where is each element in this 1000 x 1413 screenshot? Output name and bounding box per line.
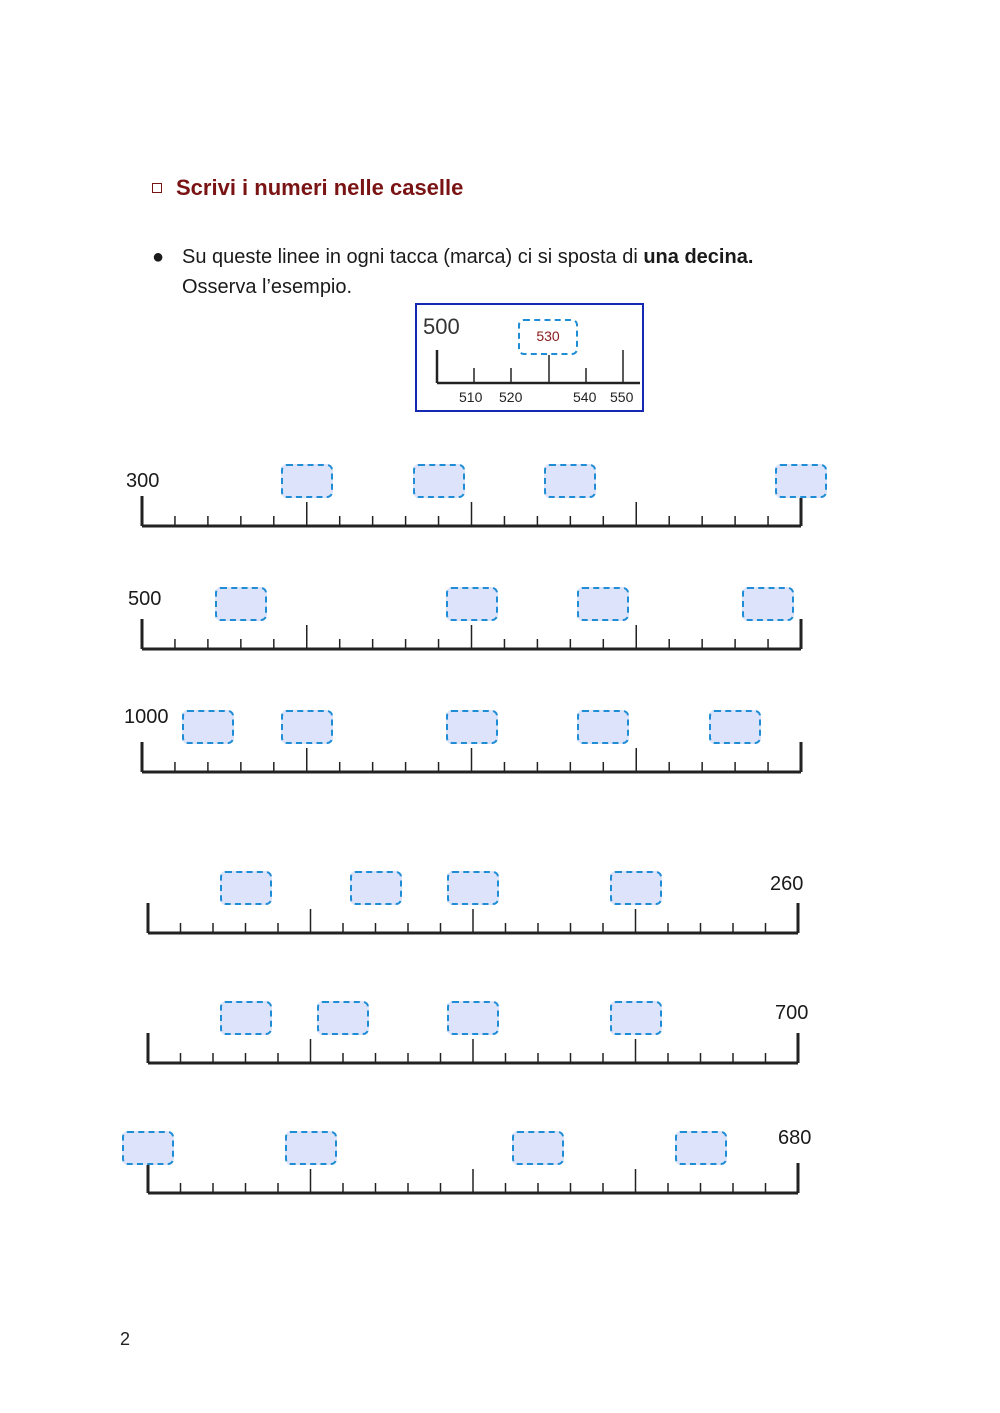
answer-box[interactable]	[775, 464, 827, 498]
answer-box[interactable]	[447, 871, 499, 905]
answer-box[interactable]	[446, 710, 498, 744]
number-line-label: 260	[770, 873, 804, 895]
instruction-line2: Osserva l’esempio.	[182, 276, 353, 298]
answer-box[interactable]	[446, 587, 498, 621]
answer-box[interactable]	[610, 1001, 662, 1035]
number-line-label: 300	[126, 470, 160, 492]
answer-box[interactable]	[281, 710, 333, 744]
answer-box[interactable]	[577, 587, 629, 621]
answer-box[interactable]	[447, 1001, 499, 1035]
answer-box[interactable]	[317, 1001, 369, 1035]
answer-box[interactable]	[675, 1131, 727, 1165]
example-tick-label: 510	[459, 389, 483, 405]
number-line-label: 1000	[124, 706, 169, 728]
answer-box[interactable]	[281, 464, 333, 498]
answer-box[interactable]	[544, 464, 596, 498]
answer-box[interactable]	[182, 710, 234, 744]
number-line-label: 500	[128, 588, 162, 610]
page-number: 2	[120, 1329, 131, 1349]
answer-box[interactable]	[215, 587, 267, 621]
answer-box[interactable]	[285, 1131, 337, 1165]
number-line-label: 680	[778, 1127, 812, 1149]
number-line-label: 700	[775, 1002, 809, 1024]
example-tick-label: 520	[499, 389, 523, 405]
answer-box[interactable]	[413, 464, 465, 498]
answer-box[interactable]	[220, 1001, 272, 1035]
answer-box[interactable]	[512, 1131, 564, 1165]
bullet-icon: ●	[152, 246, 165, 268]
answer-box[interactable]	[742, 587, 794, 621]
example-start-label: 500	[423, 314, 460, 339]
answer-box[interactable]	[350, 871, 402, 905]
heading-text: Scrivi i numeri nelle caselle	[176, 175, 464, 200]
answer-box[interactable]	[577, 710, 629, 744]
example-tick-label: 550	[610, 389, 634, 405]
answer-box[interactable]	[709, 710, 761, 744]
example-answer-box: 530	[518, 319, 578, 355]
answer-box[interactable]	[220, 871, 272, 905]
instruction-bold: una decina.	[643, 246, 754, 268]
example-tick-label: 540	[573, 389, 597, 405]
instruction-text: Su queste linee in ogni tacca (marca) ci si sposta di	[182, 246, 644, 268]
answer-box[interactable]	[610, 871, 662, 905]
answer-box[interactable]	[122, 1131, 174, 1165]
